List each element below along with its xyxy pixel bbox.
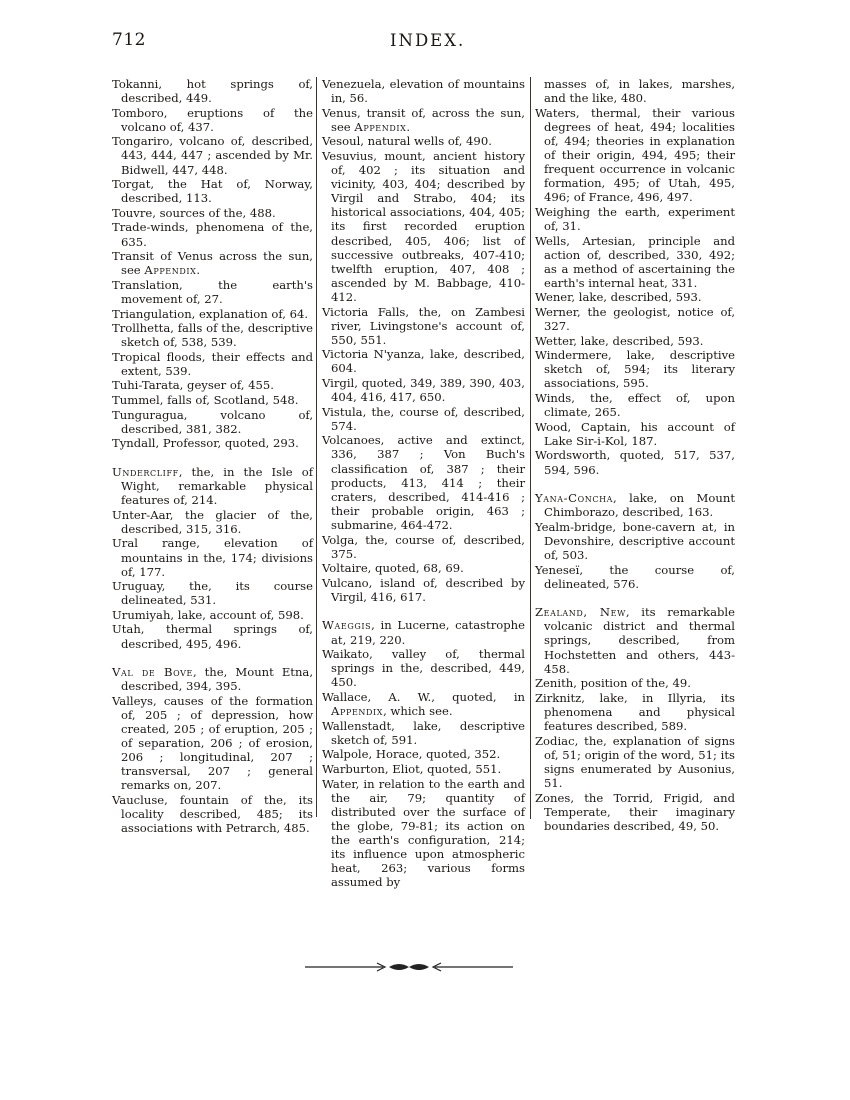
entry-text: , the, Mount Etna, described, 394, 395.	[121, 665, 314, 694]
index-entry	[112, 622, 313, 650]
entry-text: Virgil, quoted, 349, 389, 390, 403, 404, 416, 417, 650.	[322, 375, 525, 405]
entry-text: Trade-winds, phenomena of the, 635.	[112, 220, 313, 249]
index-entry	[535, 520, 735, 562]
entry-text: Tyndall, Professor, quoted, 293.	[112, 436, 299, 451]
index-entry	[112, 206, 313, 220]
entry-text: Voltaire, quoted, 68, 69.	[322, 561, 464, 576]
entry-text: Ural range, elevation of mountains in the, 174; divisions of, 177.	[112, 536, 313, 579]
entry-text: , lake, on Mount Chimborazo, described, 163.	[544, 491, 735, 520]
entry-text: Wallace, A. W., quoted, in	[322, 689, 525, 704]
entry-text: Wener, lake, described, 593.	[535, 290, 702, 305]
index-entry	[322, 762, 525, 776]
index-entry	[112, 665, 313, 693]
entry-text: , the, in the Isle of Wight, remarkable physical features of, 214.	[121, 464, 313, 508]
index-entry	[322, 305, 525, 347]
index-entry	[322, 747, 525, 761]
index-entry	[112, 220, 313, 248]
index-entry	[535, 676, 735, 690]
entry-text: Vulcano, island of, described by Virgil, 416, 617.	[322, 575, 525, 604]
index-entry	[322, 618, 525, 646]
index-column-1	[112, 77, 313, 836]
index-entry	[112, 134, 313, 176]
index-entry	[535, 448, 735, 476]
column-divider	[530, 77, 531, 819]
small-caps-term: Yana-Concha	[535, 491, 614, 506]
index-column-2	[322, 77, 525, 890]
index-entry	[322, 134, 525, 148]
index-entry	[112, 793, 313, 835]
index-entry	[535, 234, 735, 290]
index-entry	[322, 376, 525, 404]
section-gap	[535, 591, 735, 605]
entry-text: , in Lucerne, catastrophe at, 219, 220.	[331, 618, 525, 647]
entry-text: masses of, in lakes, marshes, and the like, 480.	[544, 77, 735, 106]
entry-text: Tuhi-Tarata, geyser of, 455.	[112, 378, 274, 393]
entry-text: Transit of Venus across the sun, see	[112, 249, 313, 278]
index-entry	[535, 334, 735, 348]
entry-text: Wells, Artesian, principle and action of, described, 330, 492; as a method of ascertaining the earth's internal heat, 331.	[535, 233, 735, 290]
end-ornament	[305, 960, 513, 974]
entry-text: Wood, Captain, his account of Lake Sir-i-Kol, 187.	[535, 419, 735, 448]
index-entry	[535, 734, 735, 790]
index-entry	[112, 249, 313, 277]
index-entry	[112, 393, 313, 407]
index-entry	[112, 177, 313, 205]
entry-text: Trollhetta, falls of the, descriptive sketch of, 538, 539.	[112, 321, 313, 350]
entry-text: Water, in relation to the earth and the air, 79; quantity of distributed over the surface of the globe, 79-81; its action on the earth's configuration, 214; its influence upon atmospheric heat, 263; various forms assumed by	[322, 776, 525, 890]
index-entry	[112, 608, 313, 622]
small-caps-term: Appendix.	[354, 119, 411, 134]
small-caps-term: Zealand, New	[535, 605, 626, 620]
index-entry	[322, 777, 525, 890]
entry-text: Waikato, valley of, thermal springs in the, described, 449, 450.	[322, 647, 525, 690]
index-entry	[112, 694, 313, 793]
entry-text: Urumiyah, lake, account of, 598.	[112, 607, 304, 622]
entry-text: Triangulation, explanation of, 64.	[112, 306, 309, 321]
index-entry	[535, 420, 735, 448]
entry-text: Weighing the earth, experiment of, 31.	[535, 204, 735, 233]
entry-text: , which see.	[383, 704, 453, 719]
entry-text: , its remarkable volcanic district and thermal springs, described, from Hochstetten and others, 443-458.	[544, 605, 735, 676]
entry-text: Windermere, lake, descriptive sketch of, 594; its literary associations, 595.	[535, 348, 735, 391]
index-entry	[322, 647, 525, 689]
index-entry	[535, 106, 735, 205]
entry-text: Torgat, the Hat of, Norway, described, 113.	[112, 177, 313, 206]
entry-text: Wallenstadt, lake, descriptive sketch of, 591.	[322, 718, 525, 747]
column-divider	[316, 77, 317, 817]
small-caps-term: Waeggis	[322, 618, 372, 633]
entry-text: Tropical floods, their effects and extent, 539.	[112, 349, 313, 378]
index-entry	[322, 149, 525, 304]
entry-text: Victoria N'yanza, lake, described, 604.	[322, 347, 525, 376]
index-entry	[535, 491, 735, 519]
entry-text: Wordsworth, quoted, 517, 537, 594, 596.	[535, 448, 735, 477]
entry-text: Venezuela, elevation of mountains in, 56.	[322, 77, 525, 106]
entry-text: Warburton, Eliot, quoted, 551.	[322, 761, 502, 776]
entry-text: Vistula, the, course of, described, 574.	[322, 404, 525, 433]
index-entry	[112, 408, 313, 436]
entry-text: Volga, the, course of, described, 375.	[322, 532, 525, 561]
page-number: 712	[112, 30, 146, 50]
entry-text: Tunguragua, volcano of, described, 381, 382.	[112, 407, 313, 436]
entry-text: Venus, transit of, across the sun, see	[322, 105, 525, 134]
section-gap	[535, 477, 735, 491]
entry-text: Winds, the, effect of, upon climate, 265.	[535, 391, 735, 420]
index-entry	[112, 106, 313, 134]
index-entry	[112, 350, 313, 378]
small-caps-term: Val de Bove	[112, 665, 193, 680]
index-entry	[535, 605, 735, 675]
index-entry	[535, 348, 735, 390]
index-entry	[535, 391, 735, 419]
index-entry	[322, 576, 525, 604]
small-caps-term: Appendix	[331, 704, 384, 719]
entry-text: Walpole, Horace, quoted, 352.	[322, 747, 501, 762]
entry-text: Translation, the earth's movement of, 27.	[112, 277, 313, 306]
index-entry	[535, 563, 735, 591]
entry-text: Zones, the Torrid, Frigid, and Temperate, their imaginary boundaries described, 49, 50.	[535, 790, 735, 833]
entry-text: Zirknitz, lake, in Illyria, its phenomena and physical features described, 589.	[535, 690, 735, 734]
entry-text: Touvre, sources of the, 488.	[112, 205, 276, 220]
entry-text: Vesuvius, mount, ancient history of, 402 ; its situation and vicinity, 403, 404; described by Virgil and Strabo, 404; its historical associations, 404, 405; its first recorded eruption described, 405, 406; list of successive outbreaks, 407-410; twelfth eruption, 407, 408 ; ascended by M. Babbage, 410-412.	[322, 148, 525, 304]
index-entry	[322, 405, 525, 433]
index-column-3	[535, 77, 735, 833]
entry-text: Yeneseï, the course of, delineated, 576.	[535, 562, 735, 591]
section-gap	[112, 651, 313, 665]
index-entry	[322, 347, 525, 375]
entry-text: Victoria Falls, the, on Zambesi river, Livingstone's account of, 550, 551.	[322, 304, 525, 347]
index-entry	[535, 305, 735, 333]
entry-text: Utah, thermal springs of, described, 495, 496.	[112, 622, 313, 651]
index-entry	[535, 205, 735, 233]
section-gap	[112, 451, 313, 465]
index-entry	[535, 691, 735, 733]
index-entry	[112, 77, 313, 105]
entry-text: Tummel, falls of, Scotland, 548.	[112, 393, 299, 408]
index-entry	[112, 465, 313, 507]
index-entry	[322, 690, 525, 718]
index-entry	[322, 106, 525, 134]
index-entry	[322, 77, 525, 105]
index-entry	[322, 719, 525, 747]
index-entry	[535, 77, 735, 105]
index-entry	[535, 290, 735, 304]
entry-text: Tomboro, eruptions of the volcano of, 437.	[112, 105, 313, 134]
index-entry	[112, 536, 313, 578]
section-gap	[322, 604, 525, 618]
entry-text: Waters, thermal, their various degrees of heat, 494; localities of, 494; theories in explanation of their origin, 494, 495; their frequent occurrence in volcanic formation, 495; of Utah, 495, 496; of France, 496, 497.	[535, 105, 735, 205]
index-entry	[322, 561, 525, 575]
entry-text: Uruguay, the, its course delineated, 531.	[112, 579, 313, 608]
index-entry	[535, 791, 735, 833]
entry-text: Werner, the geologist, notice of, 327.	[535, 305, 735, 334]
index-entry	[322, 433, 525, 532]
index-entry	[112, 307, 313, 321]
entry-text: Tokanni, hot springs of, described, 449.	[112, 77, 313, 106]
entry-text: Tongariro, volcano of, described, 443, 444, 447 ; ascended by Mr. Bidwell, 447, 448.	[112, 134, 313, 177]
page-title: INDEX.	[390, 31, 466, 50]
entry-text: Vaucluse, fountain of the, its locality described, 485; its associations with Petrarch, 485.	[112, 793, 313, 836]
entry-text: Zenith, position of the, 49.	[535, 676, 691, 691]
index-entry	[112, 378, 313, 392]
entry-text: Valleys, causes of the formation of, 205 ; of depression, how created, 205 ; of eruption, 205 ; of separation, 206 ; of erosion, 206 ; longitudinal, 207 ; transversal, 207 ; general remarks on, 207.	[112, 693, 313, 793]
entry-text: Vesoul, natural wells of, 490.	[322, 134, 492, 149]
index-entry	[322, 533, 525, 561]
entry-text: Zodiac, the, explanation of signs of, 51; origin of the word, 51; its signs enumerated by Ausonius, 51.	[535, 733, 735, 790]
small-caps-term: Undercliff	[112, 464, 179, 479]
entry-text: Volcanoes, active and extinct, 336, 387 ; Von Buch's classification of, 387 ; their products, 413, 414 ; their craters, described, 414-416 ; their probable origin, 463 ; submarine, 464-472.	[322, 433, 525, 532]
index-entry	[112, 321, 313, 349]
index-entry	[112, 579, 313, 607]
index-entry	[112, 508, 313, 536]
index-entry	[112, 436, 313, 450]
index-entry	[112, 278, 313, 306]
entry-text: Wetter, lake, described, 593.	[535, 333, 704, 348]
entry-text: Unter-Aar, the glacier of the, described, 315, 316.	[112, 507, 313, 536]
small-caps-term: Appendix.	[144, 263, 201, 278]
entry-text: Yealm-bridge, bone-cavern at, in Devonshire, descriptive account of, 503.	[535, 519, 735, 562]
